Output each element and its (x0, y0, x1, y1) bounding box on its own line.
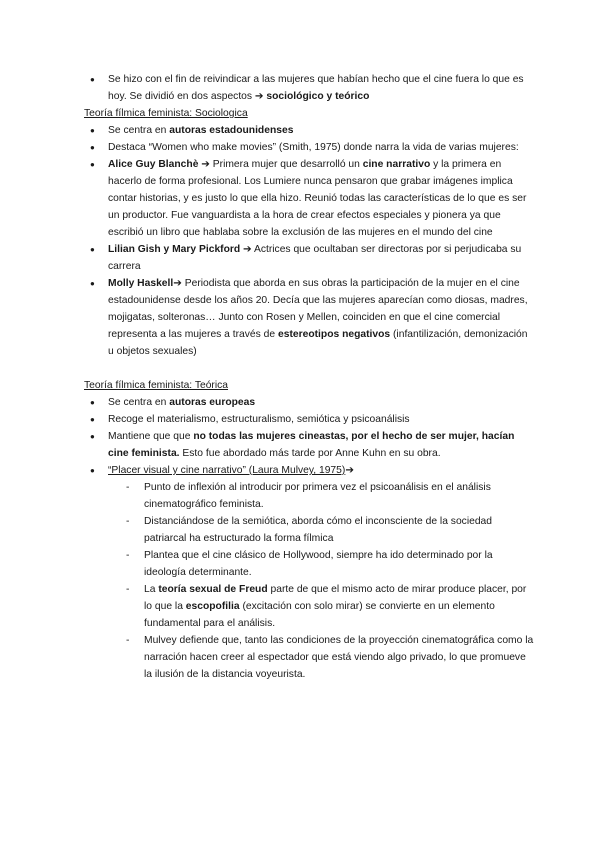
sub-list-item: - Plantea que el cine clásico de Hollywood, siempre ha ido determinado por la ideología determinante. (120, 547, 534, 581)
list-item: ● Se centra en autoras estadounidenses (84, 122, 534, 139)
sub-list-item: - La teoría sexual de Freud parte de que el mismo acto de mirar produce placer, por lo que la escopofilia (excitación con solo mirar) se convierte en un elemento fundamental para el análisis. (120, 581, 534, 632)
list-item: ● “Placer visual y cine narrativo” (Laura Mulvey, 1975)➔ - Punto de inflexión al introducir por primera vez el psicoanálisis en el análisis cinematográfico feminista. - Distanciándose de la semiótica, aborda cómo el inconsciente de la sociedad patriarcal ha estructurado la forma fílmica - Plantea que el cine clásico de Hollywood, siempre ha ido determinado por la ideología determinante. - La teoría sexual de Freud parte de que el mismo acto de mirar produce placer, por lo que la escopofilia (excitación con solo mirar) se convierte en un elemento fundamental para el análisis. - Mulvey defiende que, tanto las condiciones de la proyección cinematográfica como la narración hacen creer al espectador que está viendo algo privado, lo que promueve la ilusión de la distancia voyeurista. (84, 462, 534, 683)
intro-item (84, 71, 534, 105)
heading-teorica: Teoría fílmica feminista: Teórica (84, 380, 229, 391)
heading-sociologica: Teoría fílmica feminista: Sociologica (84, 108, 248, 119)
list-item: ● Lilian Gish y Mary Pickford ➔ Actrices que ocultaban ser directoras por si perjudicaba su carrera (84, 241, 534, 275)
intro-text: Se hizo con el fin de reivindicar a las mujeres que habían hecho que el cine fuera lo que es hoy. Se dividió en dos aspectos (108, 74, 524, 102)
sub-list-item: - Distanciándose de la semiótica, aborda cómo el inconsciente de la sociedad patriarcal ha estructurado la forma fílmica (120, 513, 534, 547)
spacer (84, 360, 534, 377)
mulvey-sublist (108, 479, 534, 683)
sub-list-item: - Mulvey defiende que, tanto las condiciones de la proyección cinematográfica como la narración hacen creer al espectador que está viendo algo privado, lo que promueve la ilusión de la distancia voyeurista. (120, 632, 534, 683)
list-item: ● Se centra en autoras europeas (84, 394, 534, 411)
list-item: ● Destaca “Women who make movies” (Smith, 1975) donde narra la vida de varias mujeres: (84, 139, 534, 156)
list-item: ● Mantiene que que no todas las mujeres cineastas, por el hecho de ser mujer, hacían cine feminista. Esto fue abordado más tarde por Anne Kuhn en su obra. (84, 428, 534, 462)
intro-list (84, 71, 534, 105)
document-body (84, 71, 534, 683)
sociologica-list (84, 122, 534, 360)
list-item: ● Alice Guy Blanchè ➔ Primera mujer que desarrolló un cine narrativo y la primera en hacerlo de forma profesional. Los Lumiere nunca pensaron que grabar imágenes implica contar historias, y es justo lo que ella hizo. Reunió todas las características de lo que es ser un productor. Fue vanguardista a la hora de crear efectos especiales y pionera ya que escribió un libro que hablaba sobre la exclusión de las mujeres en el mundo del cine (84, 156, 534, 241)
teorica-list (84, 394, 534, 683)
sub-list-item: - Punto de inflexión al introducir por primera vez el psicoanálisis en el análisis cinematográfico feminista. (120, 479, 534, 513)
list-item: ● Molly Haskell➔ Periodista que aborda en sus obras la participación de la mujer en el cine estadounidense desde los años 20. Decía que las mujeres aparecían como diosas, madres, mojigatas, solteronas… Junto con Rosen y Mellen, coinciden en que el cine comercial representa a las mujeres a través de estereotipos negativos (infantilización, demonización u objetos sexuales) (84, 275, 534, 360)
list-item: ● Recoge el materialismo, estructuralismo, semiótica y psicoanálisis (84, 411, 534, 428)
intro-bold: ➔ sociológico y teórico (254, 91, 370, 102)
